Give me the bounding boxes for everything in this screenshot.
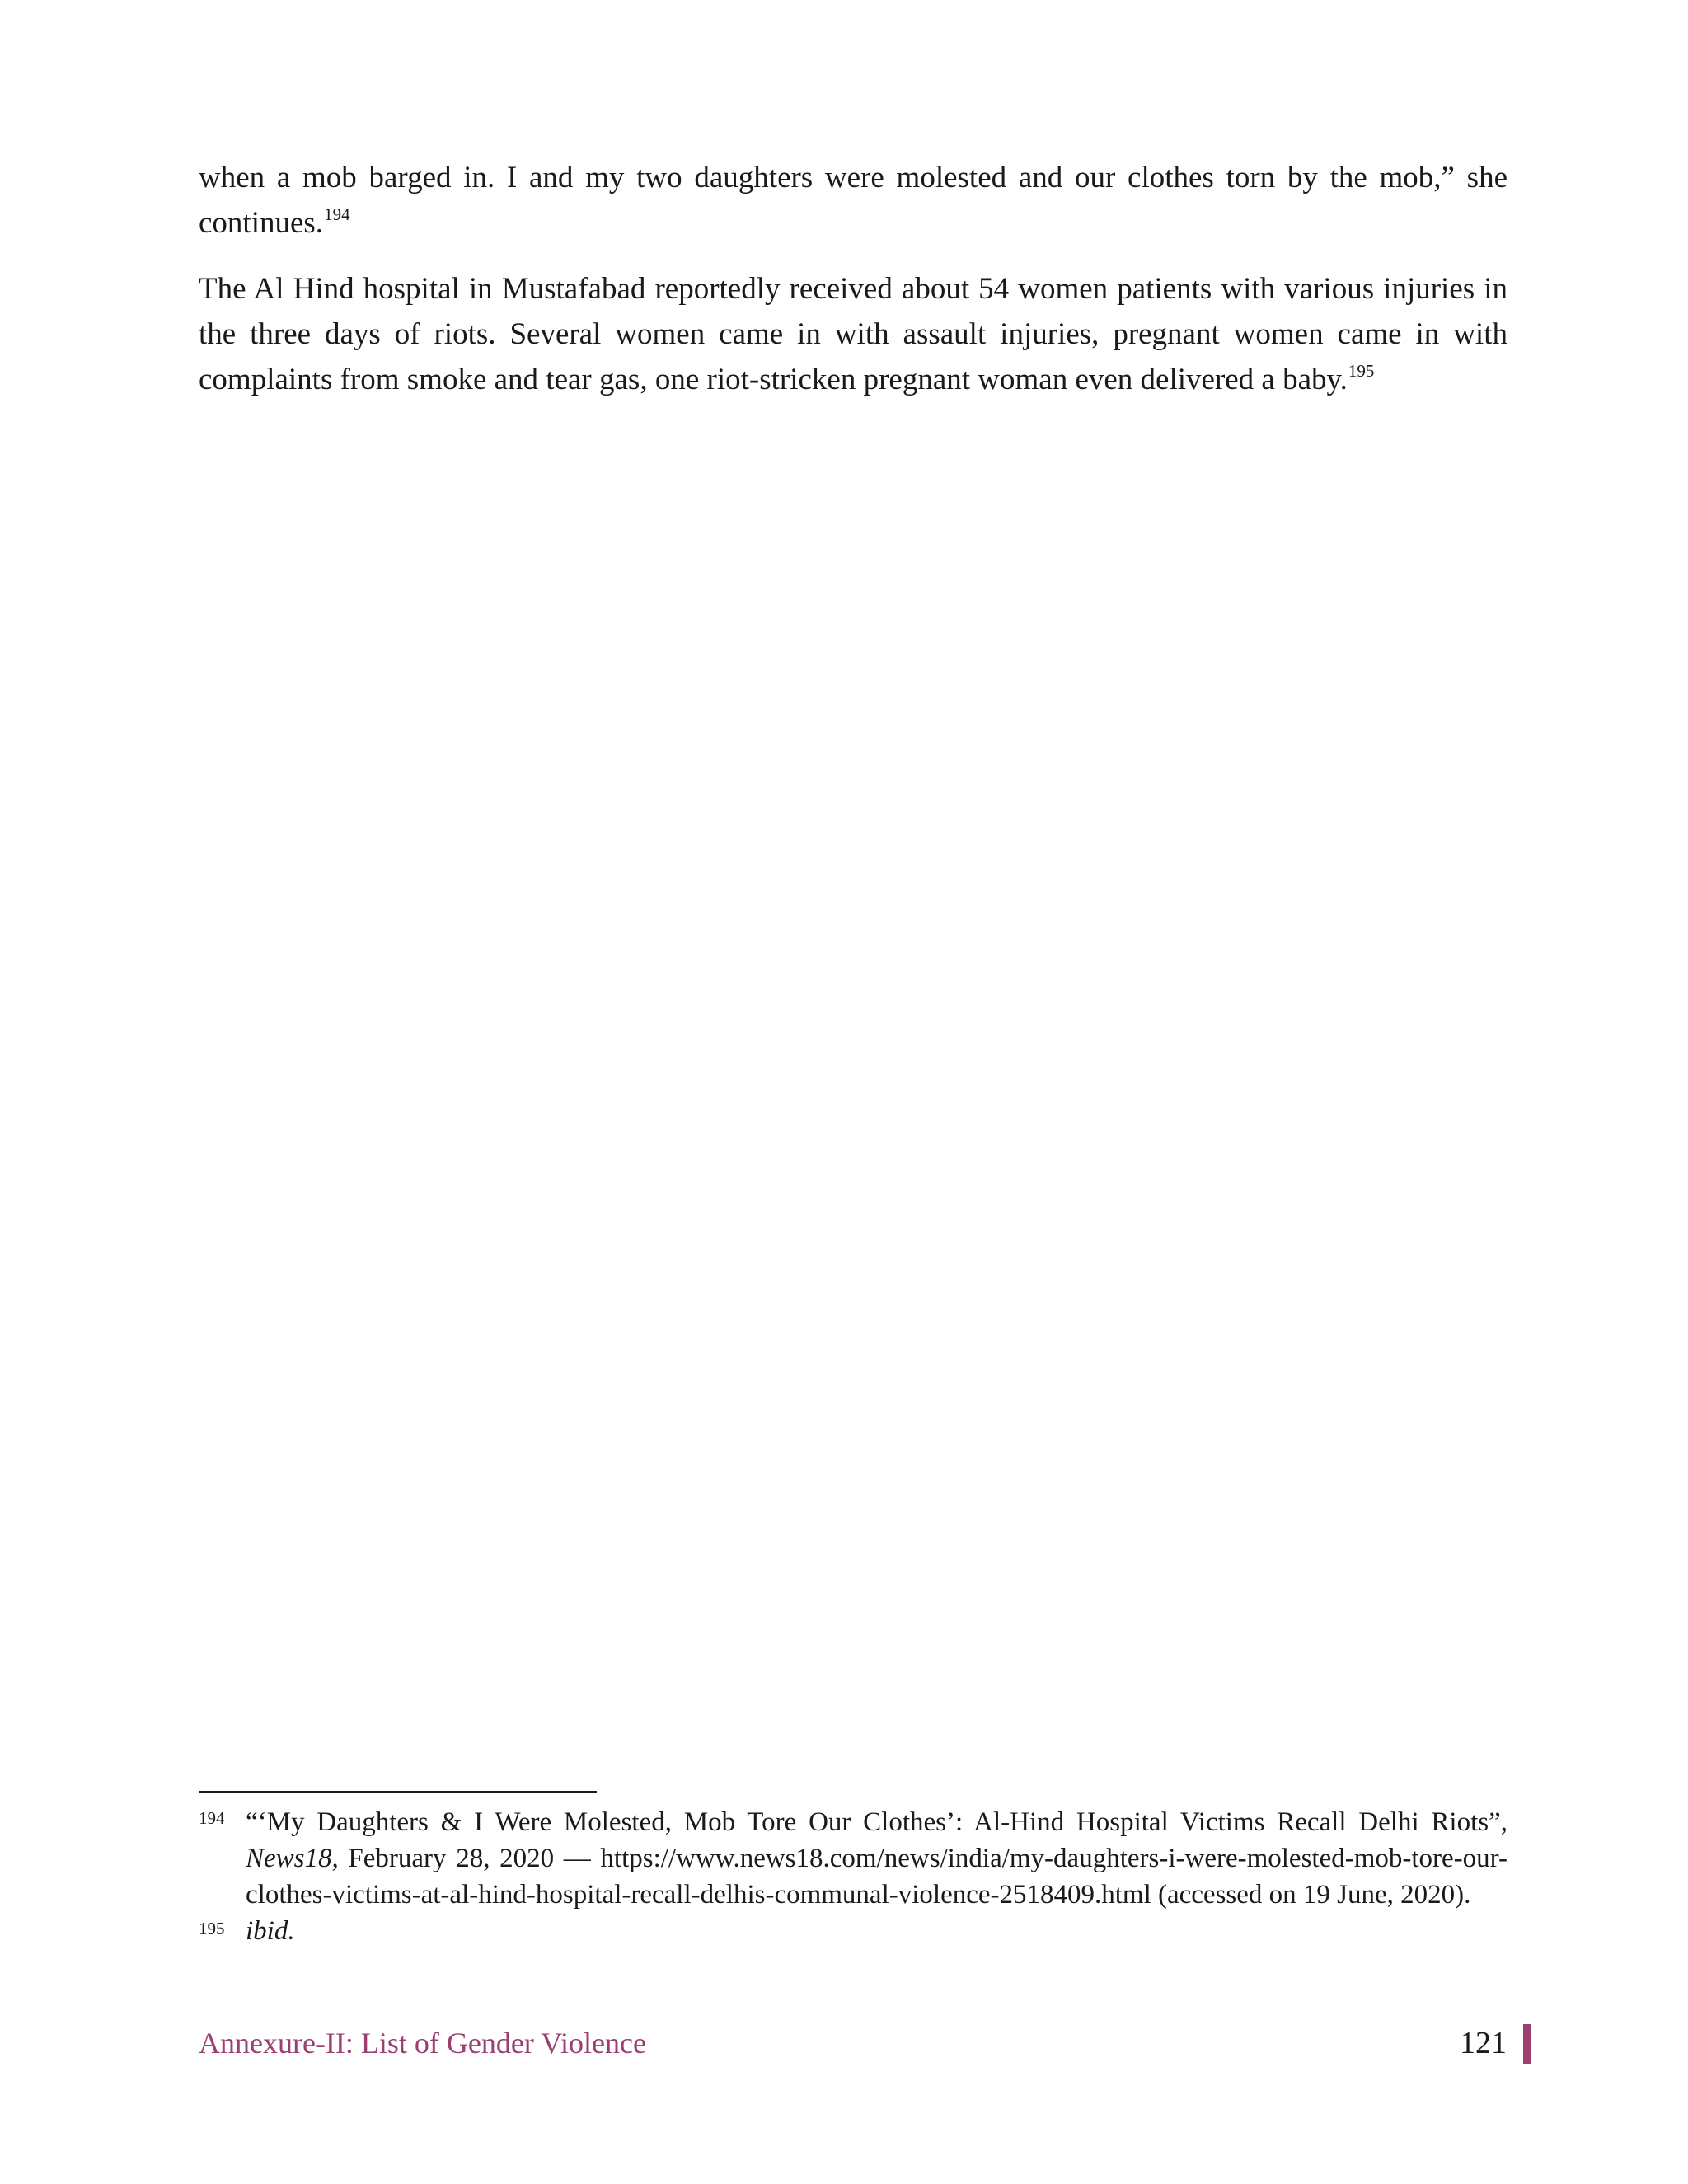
paragraph-text: when a mob barged in. I and my two daughters were molested and our clothes torn by the mob,” she continues. — [199, 161, 1507, 240]
body-paragraph — [199, 266, 1507, 402]
footer-accent-bar — [1523, 2024, 1531, 2064]
footnote-source: News18, — [246, 1844, 339, 1873]
footnote — [199, 1913, 1507, 1949]
page-number: 121 — [1460, 2026, 1507, 2060]
paragraph-text: The Al Hind hospital in Mustafabad reportedly received about 54 women patients with various injuries in the three days of riots. Several women came in with assault injuries, pregnant women came in with complaints from smoke and tear gas, one riot-stricken pregnant woman even delivered a baby. — [199, 272, 1507, 396]
footnotes-section — [199, 1804, 1507, 1949]
footnote-number: 195 — [199, 1919, 225, 1938]
footnote-divider — [199, 1791, 597, 1793]
footnote-number: 194 — [199, 1808, 225, 1828]
body-paragraph — [199, 155, 1507, 246]
footnote-text: “‘My Daughters & I Were Molested, Mob Tore Our Clothes’: Al-Hind Hospital Victims Recall Delhi Riots”, — [246, 1807, 1507, 1837]
footnote-text: ibid. — [246, 1916, 295, 1946]
footnote-text: February 28, 2020 — https://www.news18.com/news/india/my-daughters-i-were-molested-mob-tore-our-clothes-victims-at-al-hind-hospital-recall-delhis-communal-violence-2518409.html (accessed on 19 June, 2020). — [246, 1844, 1507, 1910]
footnote-reference[interactable]: 194 — [324, 204, 350, 224]
footnote-reference[interactable]: 195 — [1348, 361, 1375, 381]
footnote — [199, 1804, 1507, 1913]
running-footer-title: Annexure-II: List of Gender Violence — [199, 2027, 646, 2060]
